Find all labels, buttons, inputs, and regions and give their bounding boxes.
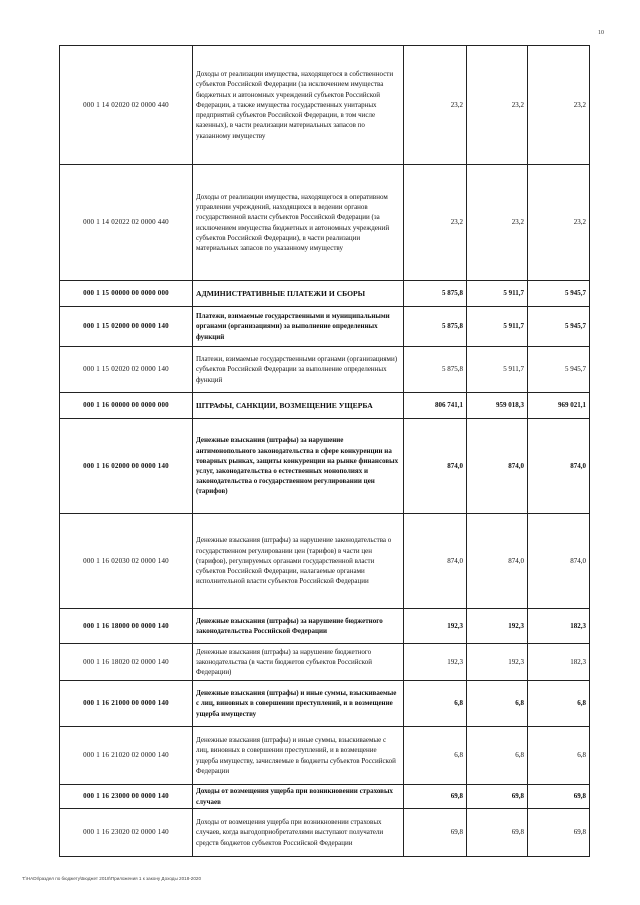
row-value-1: 806 741,1 <box>404 393 467 419</box>
table-row <box>60 609 590 644</box>
row-value-3: 182,3 <box>528 644 590 681</box>
row-value-3: 6,8 <box>528 681 590 727</box>
row-value-1: 5 875,8 <box>404 307 467 347</box>
row-value-3: 69,8 <box>528 785 590 809</box>
row-value-2: 6,8 <box>467 681 528 727</box>
page-number: 10 <box>598 30 604 36</box>
row-value-2: 874,0 <box>467 514 528 609</box>
row-value-1: 6,8 <box>404 727 467 785</box>
table-row <box>60 681 590 727</box>
row-value-2: 6,8 <box>467 727 528 785</box>
row-value-2: 5 911,7 <box>467 347 528 393</box>
row-code: 000 1 16 21020 02 0000 140 <box>60 727 193 785</box>
row-value-3: 6,8 <box>528 727 590 785</box>
row-value-1: 23,2 <box>404 165 467 281</box>
row-code: 000 1 16 21000 00 0000 140 <box>60 681 193 727</box>
table-row <box>60 347 590 393</box>
row-value-3: 5 945,7 <box>528 347 590 393</box>
row-name: Платежи, взимаемые государственными органами (организациями) субъектов Российской Федерации за выполнение определенных функций <box>193 347 404 393</box>
table-row <box>60 307 590 347</box>
row-name: Платежи, взимаемые государственными и муниципальными органами (организациями) за выполнение определенных функций <box>193 307 404 347</box>
row-code: 000 1 16 18000 00 0000 140 <box>60 609 193 644</box>
row-value-1: 192,3 <box>404 644 467 681</box>
row-value-3: 69,8 <box>528 809 590 857</box>
row-value-1: 192,3 <box>404 609 467 644</box>
table-row <box>60 281 590 307</box>
row-value-3: 969 021,1 <box>528 393 590 419</box>
row-name: Денежные взыскания (штрафы) за нарушение бюджетного законодательства Российской Федерации <box>193 609 404 644</box>
row-code: 000 1 16 02000 00 0000 140 <box>60 419 193 514</box>
row-value-3: 5 945,7 <box>528 307 590 347</box>
row-value-1: 69,8 <box>404 785 467 809</box>
row-name: Доходы от реализации имущества, находящегося в оперативном управлении учреждений, находящихся в ведении органов государственной власти субъектов Российской Федерации (за исключением имущества бюджетных и автономных учреждений субъектов Российской Федерации), в части реализации материальных запасов по указанному имуществу <box>193 165 404 281</box>
row-value-1: 5 875,8 <box>404 347 467 393</box>
row-value-2: 192,3 <box>467 609 528 644</box>
row-name: Доходы от возмещения ущерба при возникновении страховых случаев, когда выгодоприобретателями выступают получатели средств бюджетов субъектов Российской Федерации <box>193 809 404 857</box>
table-row <box>60 419 590 514</box>
row-code: 000 1 16 23000 00 0000 140 <box>60 785 193 809</box>
row-code: 000 1 15 00000 00 0000 000 <box>60 281 193 307</box>
row-value-2: 69,8 <box>467 809 528 857</box>
table-row <box>60 809 590 857</box>
row-code: 000 1 15 02020 02 0000 140 <box>60 347 193 393</box>
row-name: АДМИНИСТРАТИВНЫЕ ПЛАТЕЖИ И СБОРЫ <box>193 281 404 307</box>
row-value-1: 5 875,8 <box>404 281 467 307</box>
row-value-2: 959 018,3 <box>467 393 528 419</box>
row-value-3: 182,3 <box>528 609 590 644</box>
row-value-2: 5 911,7 <box>467 281 528 307</box>
footer-file-path: T:\HADI\раздел по бюджету\Бюджет 2018\Приложения 1 к закону Доходы 2018-2020 <box>22 876 202 881</box>
row-value-3: 5 945,7 <box>528 281 590 307</box>
row-value-3: 23,2 <box>528 165 590 281</box>
table-row <box>60 165 590 281</box>
row-code: 000 1 16 18020 02 0000 140 <box>60 644 193 681</box>
row-value-3: 23,2 <box>528 46 590 165</box>
row-value-1: 874,0 <box>404 419 467 514</box>
row-value-1: 874,0 <box>404 514 467 609</box>
row-name: Денежные взыскания (штрафы) и иные суммы, взыскиваемые с лиц, виновных в совершении преступлений, и в возмещение ущерба имуществу <box>193 681 404 727</box>
row-value-2: 192,3 <box>467 644 528 681</box>
row-name: Денежные взыскания (штрафы) и иные суммы, взыскиваемые с лиц, виновных в совершении преступлений, и в возмещение ущерба имуществу, зачисляемые в бюджеты субъектов Российской Федерации <box>193 727 404 785</box>
row-code: 000 1 16 23020 02 0000 140 <box>60 809 193 857</box>
row-value-3: 874,0 <box>528 514 590 609</box>
table-row <box>60 514 590 609</box>
row-value-2: 23,2 <box>467 165 528 281</box>
row-name: Денежные взыскания (штрафы) за нарушение антимонопольного законодательства в сфере конкуренции на товарных рынках, защиты конкуренции на рынке финансовых услуг, законодательства о естественных монополиях и законодательства о государственном регулировании цен (тарифов) <box>193 419 404 514</box>
row-name: Доходы от возмещения ущерба при возникновении страховых случаев <box>193 785 404 809</box>
table-row <box>60 393 590 419</box>
table-row <box>60 46 590 165</box>
row-code: 000 1 14 02022 02 0000 440 <box>60 165 193 281</box>
row-value-2: 69,8 <box>467 785 528 809</box>
table-row <box>60 727 590 785</box>
row-value-1: 69,8 <box>404 809 467 857</box>
row-value-1: 6,8 <box>404 681 467 727</box>
revenue-table-body <box>60 46 590 857</box>
row-name: Денежные взыскания (штрафы) за нарушение бюджетного законодательства (в части бюджетов субъектов Российской Федерации) <box>193 644 404 681</box>
row-name: Денежные взыскания (штрафы) за нарушение законодательства о государственном регулировании цен (тарифов) в части цен (тарифов), регулируемых органами государственной власти субъектов Российской Федерации, налагаемые органами исполнительной власти субъектов Российской Федерации <box>193 514 404 609</box>
row-name: ШТРАФЫ, САНКЦИИ, ВОЗМЕЩЕНИЕ УЩЕРБА <box>193 393 404 419</box>
row-code: 000 1 15 02000 00 0000 140 <box>60 307 193 347</box>
revenue-table <box>59 45 590 857</box>
row-code: 000 1 14 02020 02 0000 440 <box>60 46 193 165</box>
row-name: Доходы от реализации имущества, находящегося в собственности субъектов Российской Федерации (за исключением имущества бюджетных и автономных учреждений субъектов Российской Федерации, а также имущества государственных унитарных предприятий субъектов Российской Федерации, в том числе казенных), в части реализации материальных запасов по указанному имуществу <box>193 46 404 165</box>
row-value-2: 5 911,7 <box>467 307 528 347</box>
row-code: 000 1 16 02030 02 0000 140 <box>60 514 193 609</box>
row-value-2: 23,2 <box>467 46 528 165</box>
row-value-2: 874,0 <box>467 419 528 514</box>
table-row <box>60 785 590 809</box>
table-row <box>60 644 590 681</box>
row-value-1: 23,2 <box>404 46 467 165</box>
row-value-3: 874,0 <box>528 419 590 514</box>
row-code: 000 1 16 00000 00 0000 000 <box>60 393 193 419</box>
